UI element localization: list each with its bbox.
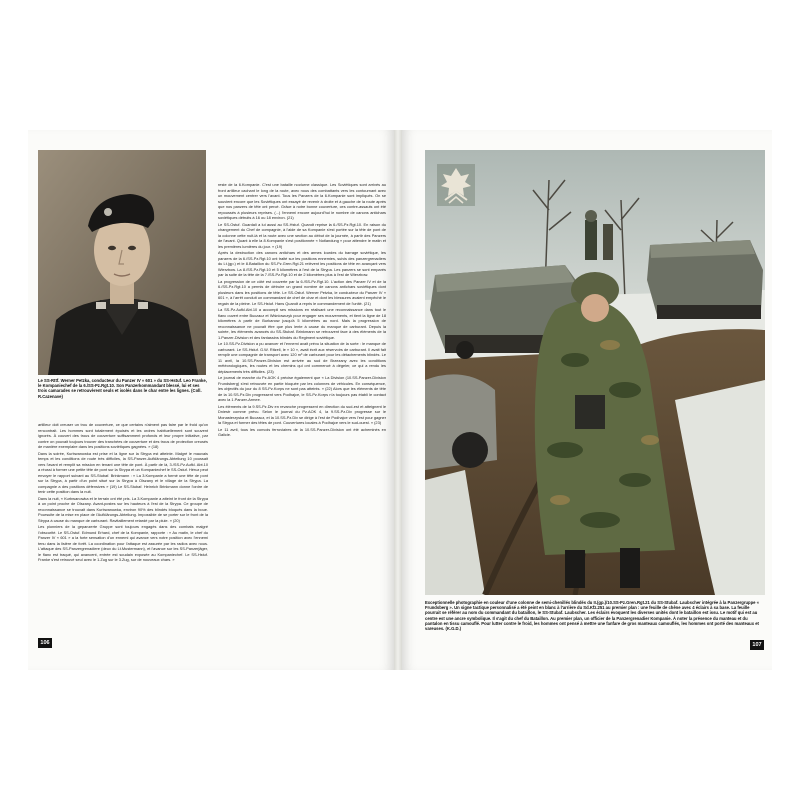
text-column-left <box>38 422 208 648</box>
paragraph: Le SS-Ostuf. Guardali a lui aussi au SS-Hstuf. Quandt reprise la 6./SS-Pz.Rgt.10. En raison du changement du Chef de compagnie, à l'aide de sa Kompanie s'est portée sur la tête de pont de la colonne cette nuit-là et la route avec une section au début de la journée, à partir des Panzers de l'avant. Quant à elle la 8.Kompanie s'est positionnée « Notlandung » pour attendre le matin et les premières lumières du jour. » (19) <box>218 221 386 249</box>
paragraph: Dans la nuit, « Kurbwanowka et le terrain ont été pris. La 3.Kompanie a atteint le front de la Strypa à un point proche de Olszany. Avant-postes sur les hauteurs à l'est de la Strypa. Ce groupe de reconnaissance se trouvait dans Kurbwanowka, environ 90% des blindés bloqués dans la boue. Poursuite de la mise en place de l'Aufklärungs-Abteilung. Impossible de se porter sur le front de la Strypa à cause du manque de carburant. Ravitaillement retardé par la pluie. » (20) <box>38 495 208 523</box>
paragraph: Après la destruction des canons antichars et des armes lourdes du barrage soviétique, les panzers de la 6./SS-Pz.Rgt.10 ont traité sur les positions ennemies, suivis des panzergrenadiers du Lt.(gp.) et le 8.Bataillon du SS-Pz.Gren.Rgt.21 relèvent les positions de tête en avançant vers Wierzbow. La 8./SS-Pz.Rgt.10 et 5 kilomètres à l'est de la Strypa. Les panzers se sont emparés par la suite de la tête de la 7./SS-Pz.Rgt.10 et de 2 kilomètres plus à l'est de Wierzbow. <box>218 250 386 277</box>
paragraph: Dans la soirée, Kurbwanowka est prise et la ligne sur la Strypa est atteinte. Malgré le mauvais temps et les conditions de route très difficiles, la SS-Panzer-Aufklärungs-Abteilung 10 poussait vers l'avant et remplit sa mission en tenant une tête de pont. À partir de là, 3./SS-Pz.Aufkl. Abt.10 a réussi à former une petite tête de pont sur la Strypa et un Kompaniechef le SS-Ostuf. Héruz peut envoyer le rapport suivant au SS-Stubaf. Brinkmann : « La 3.Kompanie a formé une tête de pont sur la Strypa, à partir d'un point situé sur la Strypa à Olszany et le village de la Strypa. La compagnie a des positions défensives » (19) Le SS-Stubaf. Heinrich Brinkmann donne l'ordre de tenir cette position dans la nuit. <box>38 450 208 494</box>
photo-caption: Exceptionnelle photographie en couleur d'une colonne de semi-chenillés blindés du II.(gp.)/10.SS-Pz.Gren.Rgt.21 du SS-Stubaf. Laubscher intégrée à la Panzergruppe « Frundsberg ». Un signe tactique personnalisé a été peint en blanc à l'arrière du Sd.Kfz.251 au premier plan : une feuille de chêne avec 4 éclairs à sa base. La feuille pourrait se référer au nom du commandant du bataillon, le SS-Stubaf. Laubscher. Les éclairs évoquent les diverses unités dont le bataillon est issu. Le motif qui est au centre est une ancre symbolique. Il s'agit du chef du Bataillon. Au premier plan, un officier de la Panzergrenadier Kompanie. À noter la présence du manteau et du pantalon en tissu camouflé. Pour lutter contre le froid, les hommes ont pensé à mettre une fanfare de gros manteaux camouflés, les hommes ont porté des manteaux et vareuses. (K.G.D.) <box>425 600 759 632</box>
text-column-right <box>218 182 386 648</box>
book-gutter <box>394 130 402 670</box>
book-spread <box>28 130 772 670</box>
color-photograph <box>425 150 765 595</box>
page-number: 107 <box>750 640 764 650</box>
portrait-photo <box>38 150 206 375</box>
paragraph: Les pionniers de la gepanzerte Gruppe sont toujours engagés dans des combats malgré l'obscurité. Le SS-Ostuf. Edmund Erhard, chef de la Kompanie, rapporte : « Au matin, le chef du Panzer IV « 601 » a la forte sensation d'un ennemi qui avance vers notre position avec l'ennemi tenu dans la lisière de forêt. La coordination pour l'attaque est assurée par les radios avec nous. L'attaque des SS-Panzergrenadiere (deux du Lt.Mustermann), et l'avance sur les SS-Panzerjäger, le flanc est traqué, qui avancent, entrée est soudain exposée au Kompaniechef. Le SS-Hstuf. Franke s'est retrouvé seul avec le 1.Zug sur le 3.Zug, sur de nouveaux chars. » <box>38 524 208 562</box>
right-page <box>402 130 772 670</box>
paragraph: La progression de ce côté est couverte par la 6./SS-Pz.Rgt.10. L'action des Panzer IV et de la 6./SS-Pz.Rgt.10 a permis de détruire un grand nombre de canons antichars soviétiques dont plusieurs dans les positions de tête. Le SS-Ostuf. Werner Petzka, le conducteur du Panzer IV « 601 », à l'arrêt conduit un commandant de chef de char et dont les blessures avaient empêché le regain de la pleine. Le SS-Hstuf. Hans Quandt a repris le commandement de l'unité. (21) <box>218 278 386 306</box>
paragraph: Le 10.SS-Pz.Division a pu avancer et l'ennemi avait prévu la situation de la sorte : le manque de carburant. Le SS-Hstuf. G.W. Ritzell, le « 10 », avait écrit aux réservoirs de carburant. Il avait fait remplir une compagnie de transport avec 120 m³ de carburant pour les détachements blindés. Le 11 avril, la 10.SS-Panzer-Division est arrivée au sud de Brzezany avec les conditions météorologiques, les routes et les chemins qui ont commencé à dégeler, ce qui a rendu les déplacements très difficiles. (23) <box>218 341 386 374</box>
portrait-caption: Le SS-Rttf. Werner Petzka, conducteur du Panzer IV « 601 » du SS-Hstuf. Leo Franke, le Kompaniechef de la 6./SS-Pz.Rgt.10. Son Panzerkommandant blessé, lui et ses trois camarades se retrouvèrent seuls et isolés dans le char entre les lignes. (Coll. R.Cazenave) <box>38 378 207 399</box>
paragraph: reste de la 6.Kompanie. C'est une bataille nocturne classique. Les Soviétiques sont arrivés au front artilleur cachant le long de la route, avec nous des combattants vers les contournant avec un mouvement centrer vers l'avant. Tous les Panzers de la 6.Kompanie sont impliqués. On se souvient encore que les Soviétiques ont essayé de revenir à droite et à gauche de la route après que nos panzers de tête ont percé. Grâce à notre bonne couverture, ces contre-assauts ont été repoussés à plusieurs reprises. (...) l'ennemi encore aujourd'hui le nombre de canons antichars soviétiques détruits à 16 ou 18 environ. (21) <box>218 182 386 220</box>
paragraph: La SS-Pz.Aufkl.Abt.10 a accompli ses missions en réalisant une reconnaissance dans tout le flanc ouvert entre Buczacz et Wiśniowczyk pour engager ses mouvements, et tient la ligne de 18 kilomètres à partir de Burkanow jusqu'à 5 kilomètres au nord. Mais la progression de reconnaissance ne pouvait être que plus lente à cause du manque de carburant. Depuis la soirée, les éléments avancés du SS-Stubaf. Brinkmann se retrouvent face à des éléments de la 1.Panzer-Division et des fantassins blindés du Regiment soviétique. <box>218 307 386 340</box>
tactical-emblem-icon <box>437 164 475 206</box>
paragraph: Le journal de marche du Pz.AOK 4 précise également que « La Division (10.SS-Panzer-Division Frundsberg) s'est retrouvée en partie bloquée par les colonnes de véhicules. En conséquence, les objectifs du jour du 8 SS-Pz.Korps ne sont pas atteints. » (22) Alors que les éléments de tête de la 10.SS-Pz.Div progressent vers Podhajce, le SS-Pz.Korps n'a toujours pas établi le contact avec la 1.Panzer-Armee. <box>218 375 386 402</box>
paragraph: Le 11 avril, tous les convois ferroviaires de la 10.SS-Panzer-Division ont été acheminés en Galicie. <box>218 426 386 437</box>
paragraph: artilleur doit creuser un trou de couverture, ce que certains n'aiment pas faire par le froid qu'on rencontrait. Les hommes sont totalement épuisés et les ordres habituellement sont souvent ignorés. À couvert des trous de couverture suffisamment profonds et leur propre initiative, par contre on pouvait toujours trouver des tranchées de couverture et des trous de protection creusés de manière exemplaire dans les positions soviétiques gagnées. » (18) <box>38 422 208 449</box>
left-page <box>28 130 394 670</box>
paragraph: Les éléments de la 9.SS-Pz.Div en revanche progressent en direction du sud-est et atteignent le Dniestr comme prévu. Selon le journal du Pz.AOK 4, la 9.SS-Pz.Div progresse sur le Monasterzyska et Buczacz, et la 10.SS-Pz.Div se dirige à l'est de Podhajce vers l'est pour gagner la Strypa et former des têtes de pont. Couvertures locales à Podhajce vers le sud-ouest. » (23) <box>218 403 386 425</box>
page-number: 106 <box>38 638 52 648</box>
